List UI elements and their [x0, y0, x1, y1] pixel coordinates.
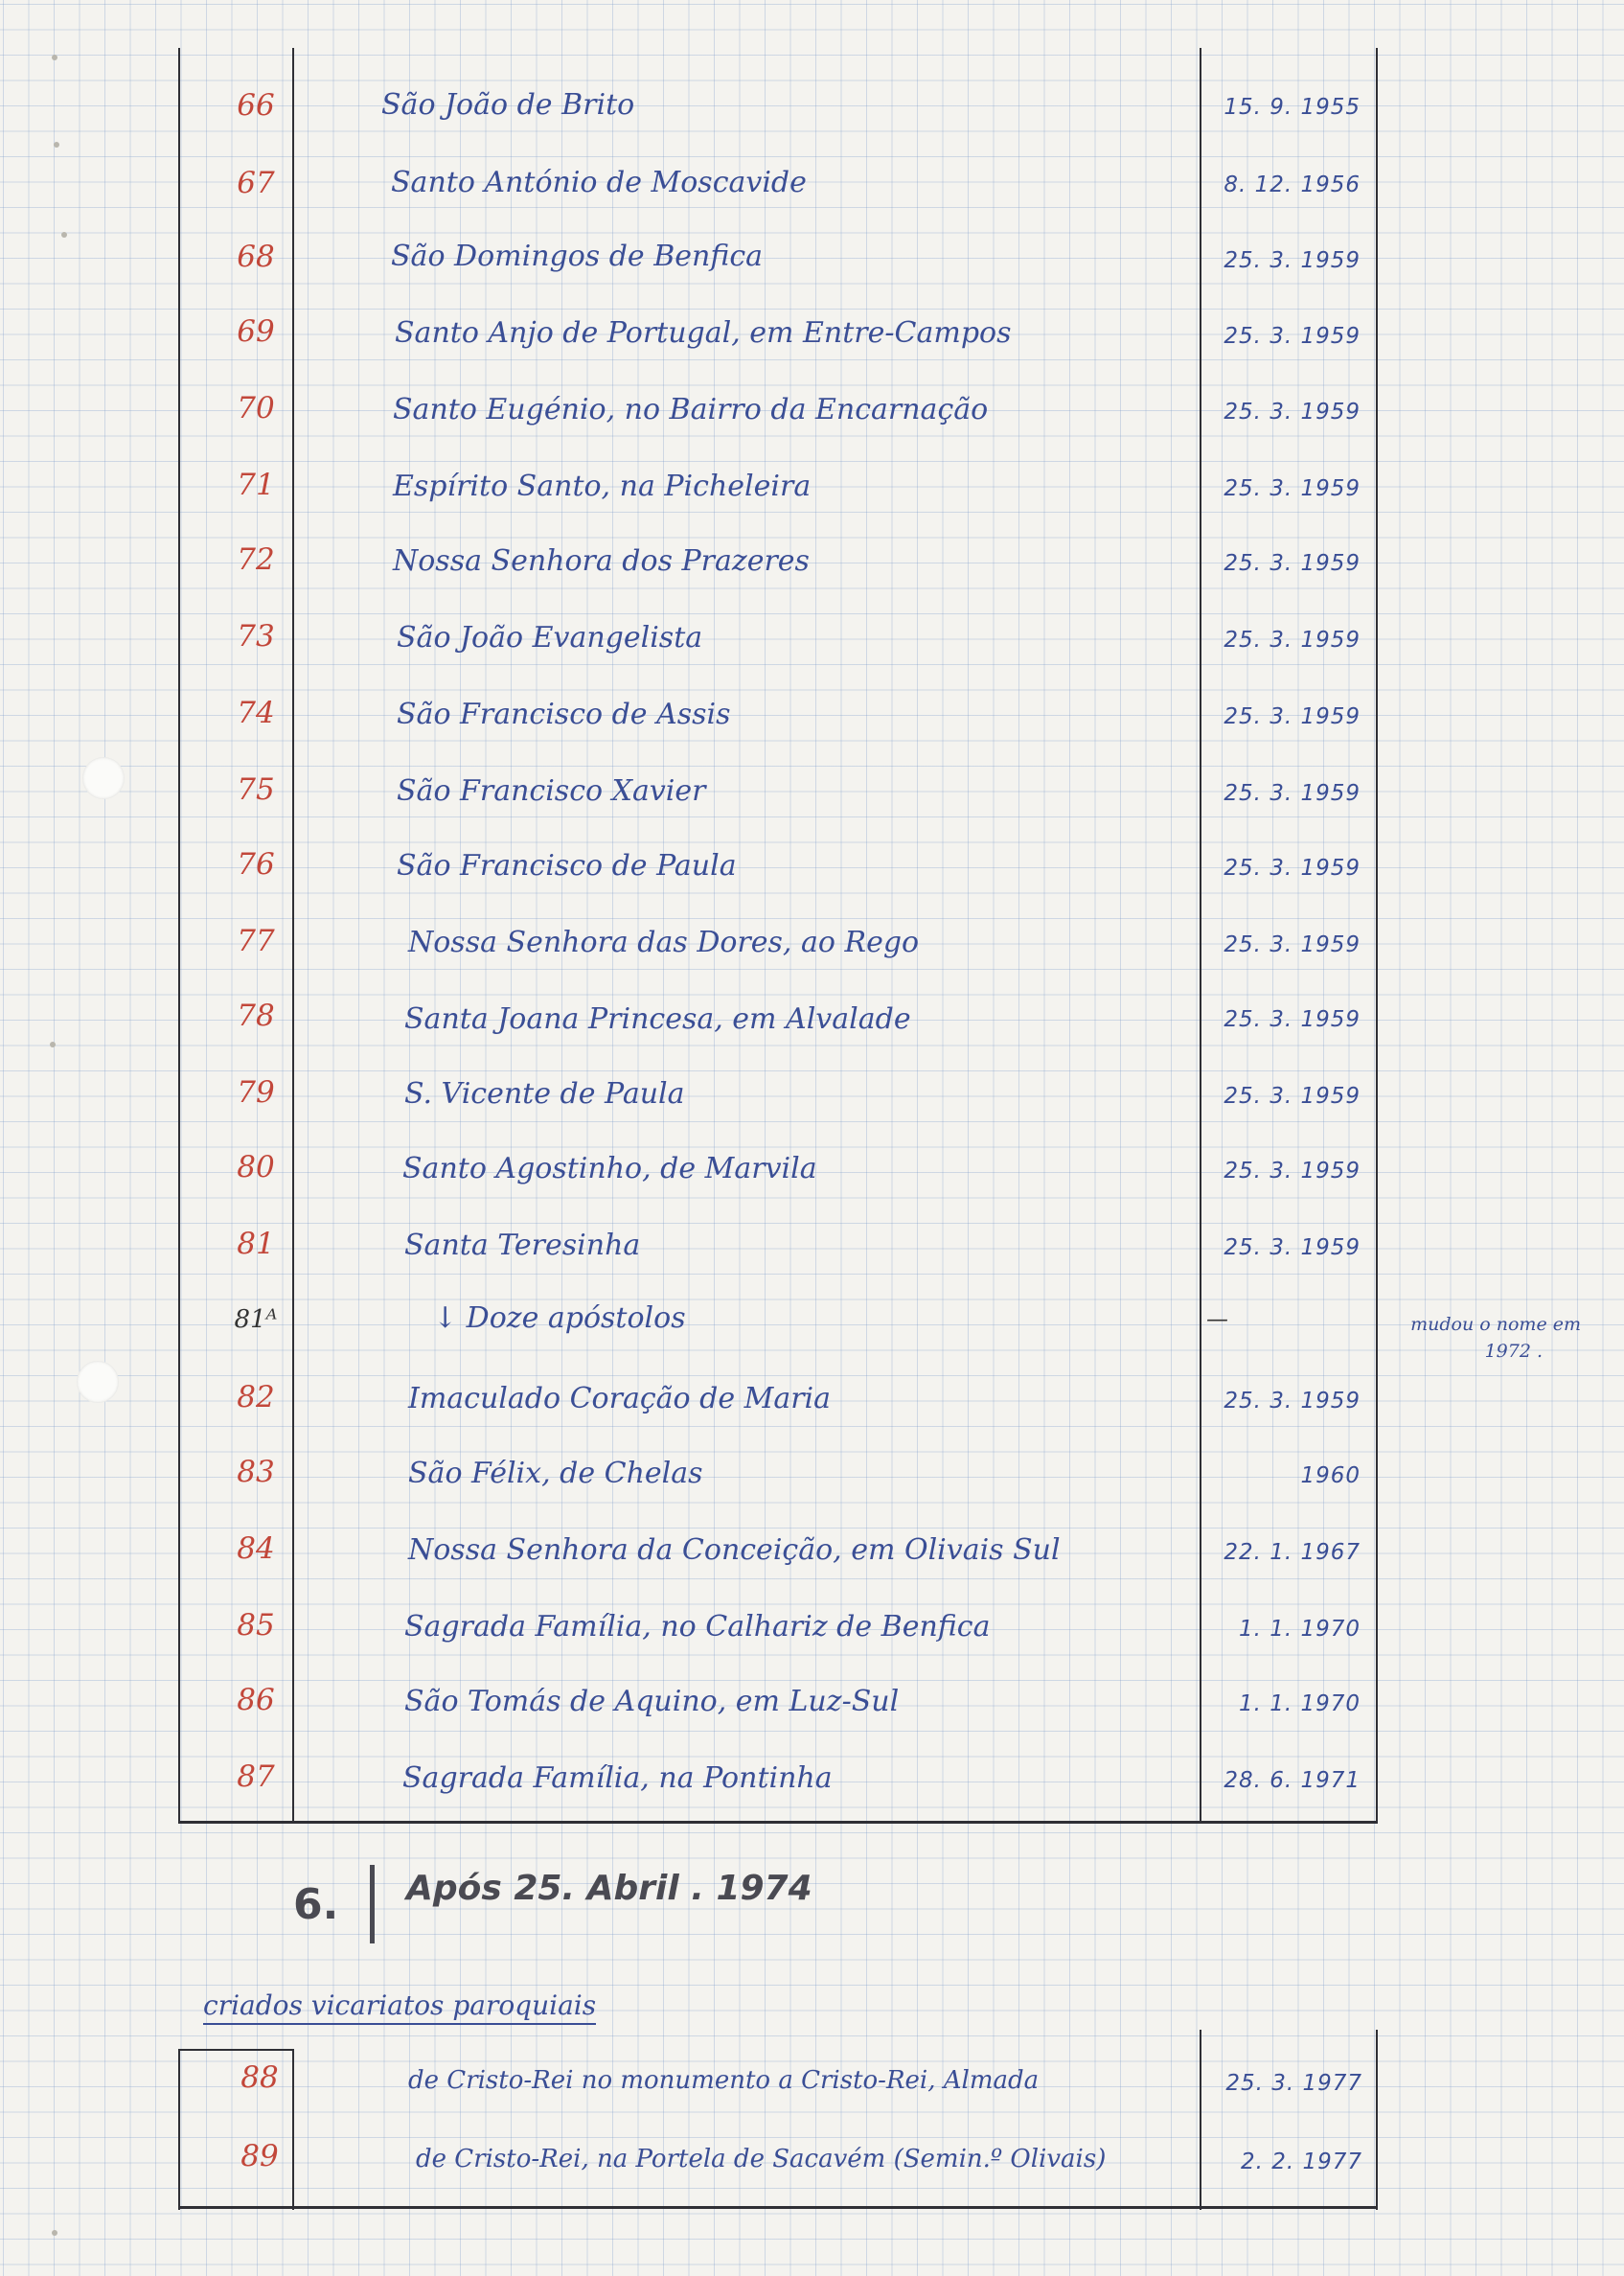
row-number: 81 — [237, 1227, 275, 1261]
creation-date: 25. 3. 1959 — [1224, 628, 1361, 653]
creation-date: 25. 3. 1959 — [1224, 248, 1361, 273]
parish-name: Nossa Senhora da Conceição, em Olivais Sul — [408, 1533, 1061, 1567]
creation-date: 1960 — [1300, 1463, 1361, 1488]
creation-date: 25. 3. 1977 — [1225, 2071, 1362, 2096]
parish-name: São João Evangelista — [397, 621, 703, 655]
creation-date: 1. 1. 1970 — [1238, 1617, 1361, 1642]
parish-name: Santa Teresinha — [404, 1229, 641, 1262]
lower-table-top-border — [178, 2049, 293, 2051]
row-number: 72 — [237, 542, 275, 577]
section-title: Após 25. Abril . 1974 — [406, 1869, 812, 1908]
rename-note-line2: 1972 . — [1484, 1341, 1543, 1362]
row-number: 85 — [237, 1608, 275, 1643]
creation-date: 22. 1. 1967 — [1224, 1540, 1361, 1565]
parish-name: Imaculado Coração de Maria — [408, 1382, 832, 1415]
parish-name: Santo António de Moscavide — [391, 166, 807, 199]
lower-table-right-border — [1376, 2030, 1378, 2210]
row-number: 81ᴬ — [234, 1305, 278, 1334]
parish-name: Santo Agostinho, de Marvila — [402, 1152, 817, 1185]
row-number: 84 — [237, 1531, 275, 1566]
row-number: 76 — [237, 847, 275, 882]
subheading: criados vicariatos paroquiais — [203, 1989, 596, 2025]
parish-name: Santo Anjo de Portugal, em Entre-Campos — [395, 316, 1012, 350]
lower-table-date-divider — [1200, 2030, 1201, 2210]
parish-name: Nossa Senhora dos Prazeres — [393, 544, 810, 578]
margin-speck — [54, 142, 59, 148]
creation-date: 25. 3. 1959 — [1224, 1084, 1361, 1109]
row-number: 74 — [237, 696, 275, 730]
parish-name: de Cristo-Rei, na Portela de Sacavém (Semin.º Olivais) — [416, 2145, 1107, 2173]
creation-date: 25. 3. 1959 — [1224, 856, 1361, 881]
creation-date: — — [1206, 1307, 1229, 1332]
row-number: 77 — [237, 924, 275, 958]
parish-name: ↓ Doze apóstolos — [433, 1301, 686, 1335]
parish-name: São João de Brito — [381, 88, 635, 122]
parish-name: Sagrada Família, no Calhariz de Benfica — [404, 1610, 991, 1644]
row-number: 89 — [240, 2139, 279, 2173]
margin-speck — [52, 55, 57, 60]
row-number: 73 — [237, 619, 275, 654]
parish-name: Espírito Santo, na Picheleira — [393, 470, 812, 503]
row-number: 78 — [237, 999, 275, 1033]
table-bottom-border — [178, 1821, 1378, 1824]
lower-table-left-border — [178, 2049, 180, 2210]
creation-date: 25. 3. 1959 — [1224, 932, 1361, 957]
table-date-divider — [1200, 48, 1201, 1824]
parish-name: Santo Eugénio, no Bairro da Encarnação — [393, 393, 989, 426]
creation-date: 25. 3. 1959 — [1224, 476, 1361, 501]
creation-date: 25. 3. 1959 — [1224, 704, 1361, 729]
parish-name: São Francisco Xavier — [397, 774, 706, 808]
lower-table-bottom-border — [178, 2206, 1378, 2209]
creation-date: 15. 9. 1955 — [1224, 95, 1361, 120]
creation-date: 25. 3. 1959 — [1224, 1007, 1361, 1032]
margin-speck — [50, 1042, 56, 1047]
creation-date: 28. 6. 1971 — [1224, 1768, 1361, 1793]
row-number: 70 — [237, 391, 275, 425]
punch-hole-bottom — [77, 1361, 119, 1403]
rename-note — [1380, 1311, 1581, 1365]
creation-date: 25. 3. 1959 — [1224, 400, 1361, 425]
rename-note-line1: mudou o nome em — [1410, 1314, 1581, 1335]
row-number: 75 — [237, 772, 275, 807]
table-right-border — [1376, 48, 1378, 1824]
row-number: 88 — [240, 2060, 279, 2095]
row-number: 66 — [237, 88, 275, 123]
row-number: 83 — [237, 1455, 275, 1489]
row-number: 68 — [237, 240, 275, 274]
row-number: 67 — [237, 166, 275, 200]
parish-name: de Cristo-Rei no monumento a Cristo-Rei, Almada — [408, 2066, 1040, 2095]
section-heading-bar — [370, 1865, 375, 1943]
margin-speck — [52, 2230, 57, 2236]
row-number: 86 — [237, 1683, 275, 1717]
creation-date: 1. 1. 1970 — [1238, 1691, 1361, 1716]
creation-date: 25. 3. 1959 — [1224, 1235, 1361, 1260]
parish-name: São Francisco de Paula — [397, 849, 737, 883]
parish-name: São Domingos de Benfica — [391, 240, 764, 273]
row-number: 87 — [237, 1759, 275, 1794]
creation-date: 25. 3. 1959 — [1224, 551, 1361, 576]
creation-date: 25. 3. 1959 — [1224, 324, 1361, 349]
creation-date: 8. 12. 1956 — [1224, 172, 1361, 197]
creation-date: 25. 3. 1959 — [1224, 1159, 1361, 1184]
creation-date: 2. 2. 1977 — [1240, 2150, 1362, 2174]
row-number: 71 — [237, 468, 275, 502]
parish-name: São Tomás de Aquino, em Luz-Sul — [404, 1685, 900, 1718]
parish-name: Santa Joana Princesa, em Alvalade — [404, 1002, 911, 1036]
section-number: 6. — [293, 1880, 339, 1929]
punch-hole-top — [82, 757, 125, 799]
row-number: 80 — [237, 1150, 275, 1184]
creation-date: 25. 3. 1959 — [1224, 1389, 1361, 1414]
parish-name: Nossa Senhora das Dores, ao Rego — [408, 926, 920, 959]
table-left-border — [178, 48, 180, 1824]
parish-name: S. Vicente de Paula — [404, 1077, 685, 1111]
row-number: 69 — [237, 314, 275, 349]
row-number: 82 — [237, 1380, 275, 1414]
parish-name: São Félix, de Chelas — [408, 1457, 703, 1490]
parish-name: Sagrada Família, na Pontinha — [402, 1761, 833, 1795]
margin-speck — [61, 232, 67, 238]
parish-name: São Francisco de Assis — [397, 698, 731, 731]
creation-date: 25. 3. 1959 — [1224, 781, 1361, 806]
row-number: 79 — [237, 1075, 275, 1110]
